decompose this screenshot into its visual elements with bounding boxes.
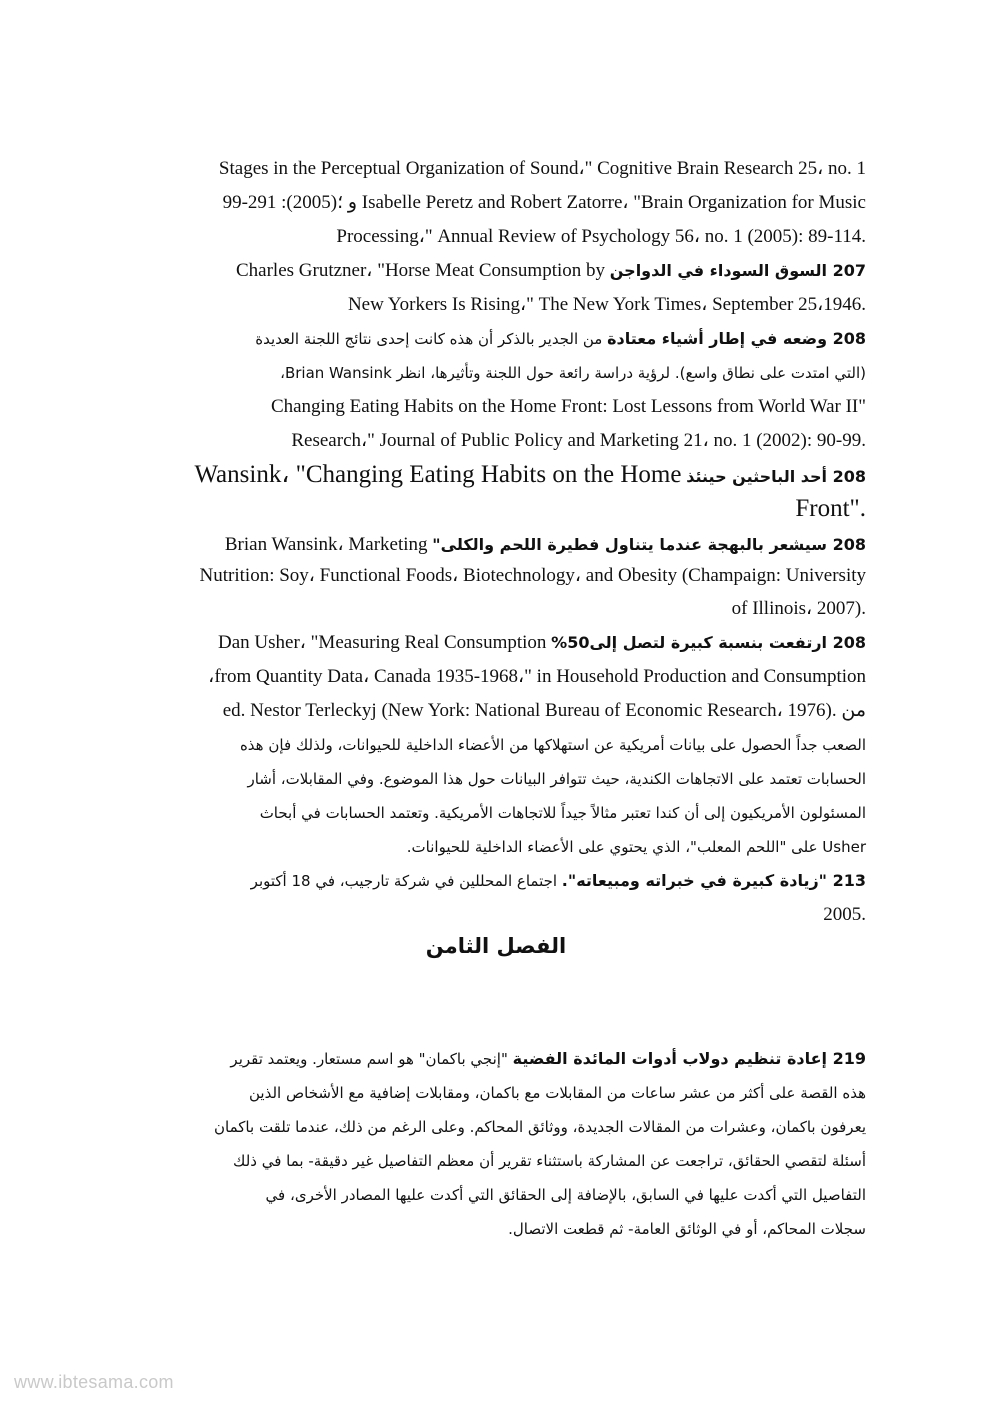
citation: Dan Usher، "Measuring Real Consumption xyxy=(218,632,547,653)
note-208-d xyxy=(218,628,866,658)
note-text: من الجدير بالذكر أن هذه كانت إحدى نتائج اللجنة العديدة xyxy=(255,330,603,348)
text-line: from Quantity Data، Canada 1935-1968،" in Household Production and Consumption، xyxy=(208,666,866,687)
text-line: .New Yorkers Is Rising،" The New York Times، September 25،1946 xyxy=(347,294,866,315)
note-title: 208 سيشعر بالبهجة عندما يتناول فطيرة اللحم والكلى" xyxy=(432,535,866,554)
text-line: هذه القصة على أكثر من عشر ساعات من المقابلات مع باكمان، ومقابلات إضافية مع الأشخاص الذين xyxy=(249,1084,866,1102)
watermark: www.ibtesama.com xyxy=(14,1372,174,1392)
text-line: .Processing،" Annual Review of Psychology 56، no. 1 (2005): 89-114 xyxy=(336,226,866,247)
note-219 xyxy=(230,1044,866,1074)
text-line: Nutrition: Soy، Functional Foods، Biotechnology، and Obesity (Champaign: University xyxy=(199,565,866,586)
note-text: اجتماع المحللين في شركة تارجيب، في 18 أكتوبر xyxy=(250,872,558,890)
note-title: 208 أحد الباحثين حينئذ xyxy=(686,467,866,486)
citation: Brian Wansink، Marketing xyxy=(224,534,428,555)
text-line: الصعب جداً الحصول على بيانات أمريكية عن استهلاكها من الأعضاء الداخلية للحيوانات، ولذلك فإن هذه xyxy=(239,736,866,754)
citation: Wansink، "Changing Eating Habits on the Home xyxy=(194,461,682,488)
text-line: التفاصيل التي أكدت عليها في السابق، بالإضافة إلى الحقائق التي أكدت عليها المصادر الأخرى، في xyxy=(265,1186,866,1204)
text-line: Isabelle Peretz and Robert Zatorre، "Brain Organization for Music و ؛(2005): 291-99 xyxy=(222,192,866,213)
note-title: 208 ارتفعت بنسبة كبيرة لتصل إلى50% xyxy=(551,633,866,652)
text-line: ."Front xyxy=(795,495,866,522)
text-line: من .(ed. Nestor Terleckyj (New York: National Bureau of Economic Research، 1976 xyxy=(222,700,866,721)
text-line: سجلات المحاكم، أو في الوثائق العامة- ثم قطعت الاتصال. xyxy=(508,1220,866,1238)
note-title: 207 السوق السوداء في الدواجن xyxy=(609,261,866,280)
note-208 xyxy=(255,324,866,354)
text-line: يعرفون باكمان، وعشرات من المقالات الجديدة، ووثائق المحاكم. وعلى الرغم من ذلك، عندما تلقت باكمان xyxy=(214,1118,866,1136)
note-title: 213 "زيادة كبيرة في خبراته ومبيعاته". xyxy=(561,871,866,890)
text-line: Usher على "اللحم المعلب"، الذي يحتوي على الأعضاء الداخلية للحيوانات. xyxy=(406,838,866,856)
text-line: "Changing Eating Habits on the Home Front: Lost Lessons from World War II xyxy=(270,396,866,417)
text-line: .Research،" Journal of Public Policy and Marketing 21، no. 1 (2002): 90-99 xyxy=(291,430,866,451)
text-line: المسئولون الأمريكيون إلى أن كندا تعتبر مثالاً جيداً للاتجاهات الأمريكية. وتعتمد الحسابات في أبحاث xyxy=(259,804,866,822)
note-title: 219 إعادة تنظيم دولاب أدوات المائدة الفضية xyxy=(512,1049,866,1068)
note-207 xyxy=(236,256,866,286)
text-line: .(of Illinois، 2007 xyxy=(731,598,866,619)
text-line: الحسابات تعتمد على الاتجاهات الكندية، حيث تتوافر البيانات حول هذا الموضوع. وفي المقابلات، أشار xyxy=(247,770,866,788)
note-213 xyxy=(251,866,866,896)
text-line: .2005 xyxy=(823,904,866,925)
note-text: "إنجي باكمان" هو اسم مستعار. ويعتمد تقرير xyxy=(230,1050,508,1068)
note-208-c xyxy=(225,530,866,560)
note-208-b xyxy=(194,458,866,494)
text-line: (التي امتدت على نطاق واسع). لرؤية دراسة رائعة حول اللجنة وتأثيرها، انظر Brian Wansink، xyxy=(280,364,866,382)
chapter-heading: الفصل الثامن xyxy=(425,934,567,958)
note-title: 208 وضعه في إطار أشياء معتادة xyxy=(607,329,866,348)
text-line: Stages in the Perceptual Organization of Sound،" Cognitive Brain Research 25، no. 1 xyxy=(218,158,866,179)
text-line: أسئلة لتقصي الحقائق، تراجعت عن المشاركة باستثناء تقرير أن معظم التفاصيل غير دقيقة- بما في ذلك xyxy=(233,1152,866,1170)
citation: Charles Grutzner، "Horse Meat Consumption by xyxy=(236,260,606,281)
